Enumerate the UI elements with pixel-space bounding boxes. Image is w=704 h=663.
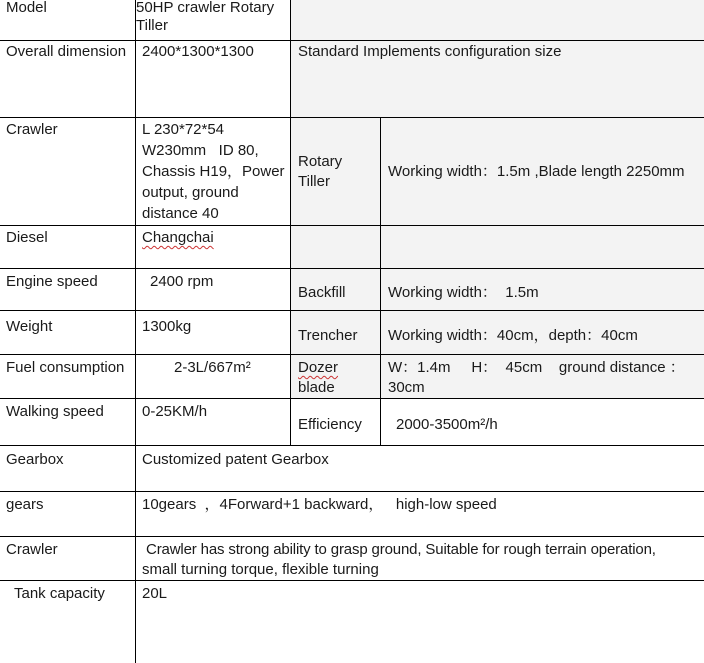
value-walking-speed: 0-25KM/h bbox=[142, 403, 208, 420]
value-crawler-spec-line1: L 230*72*54 bbox=[142, 121, 225, 138]
note-implements-size: Standard Implements configuration size bbox=[298, 43, 562, 60]
value-weight: 1300kg bbox=[142, 318, 192, 335]
label-model: Model bbox=[6, 0, 47, 16]
value-dozer-blade-line1: W：1.4m H： 45cm ground distance ： bbox=[388, 359, 685, 376]
value-model-line1: 50HP crawler Rotary bbox=[136, 0, 275, 16]
value-efficiency: 2000-3500m²/h bbox=[396, 416, 498, 433]
col-rule-3 bbox=[380, 117, 381, 445]
rule-0 bbox=[0, 40, 704, 41]
value-crawler-spec-line4: output, ground bbox=[142, 184, 239, 201]
label-crawler-spec: Crawler bbox=[6, 121, 58, 138]
rule-5 bbox=[0, 354, 704, 355]
value-fuel-consumption: 2-3L/667m² bbox=[174, 359, 251, 376]
label-efficiency: Efficiency bbox=[298, 416, 362, 433]
label-walking-speed: Walking speed bbox=[6, 403, 104, 420]
col-rule-1 bbox=[135, 0, 136, 663]
value-overall-dimension: 2400*1300*1300 bbox=[142, 43, 254, 60]
label-rotary-tiller-line2: Tiller bbox=[298, 173, 330, 190]
value-crawler-spec-line5: distance 40 bbox=[142, 205, 219, 222]
value-crawler-spec-line3: Chassis H19，Power bbox=[142, 163, 285, 180]
shade-model-right bbox=[291, 0, 704, 40]
label-overall-dimension: Overall dimension bbox=[6, 43, 127, 60]
rule-2 bbox=[0, 225, 704, 226]
value-dozer-blade-line2: 30cm bbox=[388, 379, 425, 396]
value-backfill: Working width： 1.5m bbox=[388, 284, 539, 301]
label-engine-speed: Engine speed bbox=[6, 273, 98, 290]
rule-3 bbox=[0, 268, 704, 269]
rule-1 bbox=[0, 117, 704, 118]
value-model-line2: Tiller bbox=[136, 17, 168, 34]
label-diesel: Diesel bbox=[6, 229, 48, 246]
label-gearbox: Gearbox bbox=[6, 451, 64, 468]
rule-4 bbox=[0, 310, 704, 311]
label-dozer-blade-line1: Dozer bbox=[298, 359, 339, 376]
value-crawler-note-line2: small turning torque, flexible turning bbox=[142, 561, 379, 578]
rule-8 bbox=[0, 491, 704, 492]
value-rotary-tiller: Working width：1.5m ,Blade length 2250mm bbox=[388, 163, 685, 180]
value-tank-capacity: 20L bbox=[142, 585, 168, 602]
label-weight: Weight bbox=[6, 318, 53, 335]
value-crawler-note-line1: Crawler has strong ability to grasp ground, Suitable for rough terrain operation, bbox=[142, 541, 656, 558]
label-trencher: Trencher bbox=[298, 327, 358, 344]
value-gears: 10gears ，4Forward+1 backward， high-low speed bbox=[142, 496, 497, 513]
label-rotary-tiller-line1: Rotary bbox=[298, 153, 343, 170]
label-gears: gears bbox=[6, 496, 44, 513]
value-diesel: Changchai bbox=[142, 229, 214, 246]
value-trencher: Working width：40cm，depth：40cm bbox=[388, 327, 638, 344]
rule-10 bbox=[0, 580, 704, 581]
rule-6 bbox=[0, 398, 704, 399]
label-tank-capacity: Tank capacity bbox=[14, 585, 105, 602]
label-dozer-blade-line2: blade bbox=[298, 379, 335, 396]
shade-diesel-right bbox=[291, 226, 704, 268]
label-crawler-note: Crawler bbox=[6, 541, 58, 558]
label-backfill: Backfill bbox=[298, 284, 346, 301]
col-rule-2 bbox=[290, 0, 291, 445]
value-gearbox: Customized patent Gearbox bbox=[142, 451, 329, 468]
label-fuel-consumption: Fuel consumption bbox=[6, 359, 125, 376]
value-crawler-spec-line2: W230mm ID 80, bbox=[142, 142, 259, 159]
value-engine-speed: 2400 rpm bbox=[150, 273, 214, 290]
rule-9 bbox=[0, 536, 704, 537]
rule-7 bbox=[0, 445, 704, 446]
